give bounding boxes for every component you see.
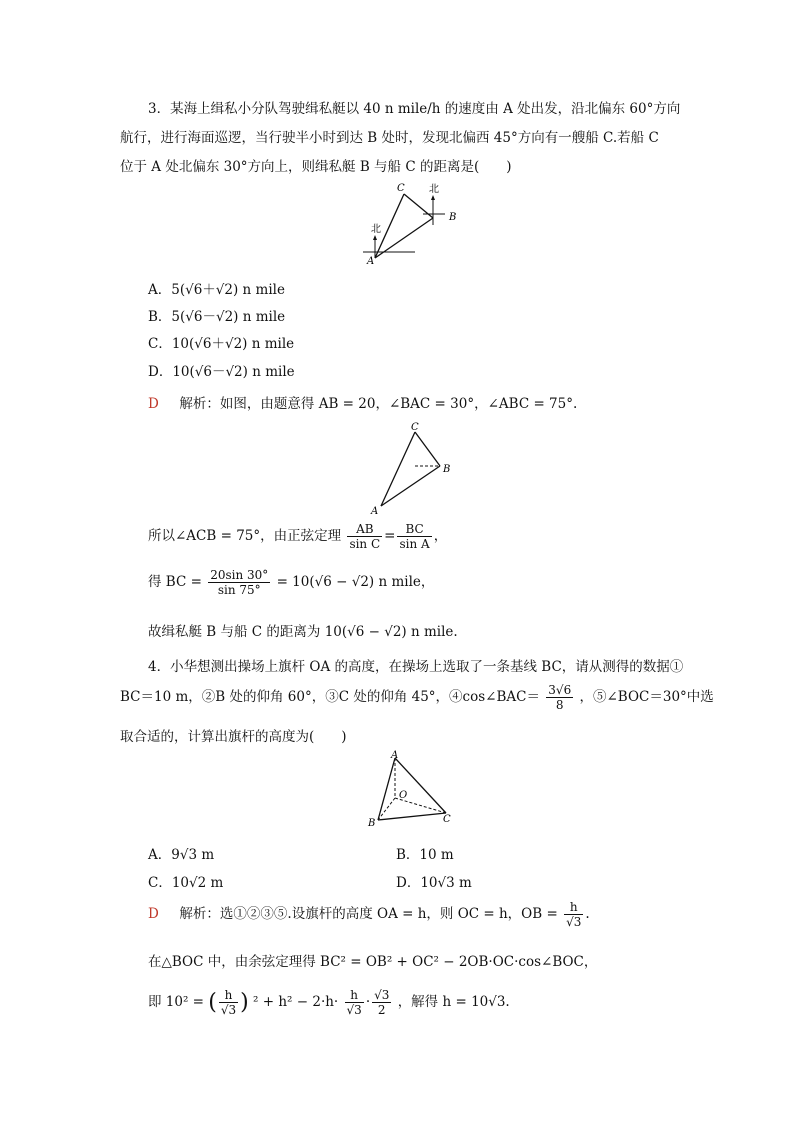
q4-analysis-1: D 解析：选①②③⑤.设旗杆的高度 OA = h，则 OC = h，OB = $\frac{h}{√3}$ . [148, 900, 590, 929]
q4-frac-b: $\frac{h}{√3}$ [346, 988, 362, 1017]
q4-line-2-pre: BC＝10 m，②B 处的仰角 60°，③C 处的仰角 45°，④cos∠BAC＝ [120, 689, 540, 705]
q4-line-2 [120, 683, 714, 712]
q4-frac-a: $\frac{h}{√3}$ [220, 988, 237, 1017]
q3-north-label-b: 北 [429, 184, 439, 195]
q3-analysis-2-text: 所以∠ACB = 75°，由正弦定理 [148, 528, 342, 544]
q3-option-d: D．10(√6－√2) n mile [148, 364, 295, 380]
q4-analysis-2: 在△BOC 中，由余弦定理得 BC² = OB² + OC² − 2OB·OC·cos∠BOC， [148, 954, 598, 970]
q3-analysis-3 [148, 568, 434, 597]
q3-frac-sin: $\frac{20\sin 30^\circ}{\sin 75^\circ}$ [210, 568, 269, 597]
q3-option-c: C．10(√6＋√2) n mile [148, 336, 295, 352]
q4-line-3: 取合适的，计算出旗杆的高度为( ) [120, 729, 347, 745]
q4-frac-cos: $\frac{3√6}{8}$ [548, 683, 572, 712]
q3-analysis-3-post: = 10(√6 − √2) n mile， [276, 574, 435, 590]
q4-option-b: B．10 m [396, 847, 454, 863]
q4-analysis-3: 即 10² = ( $\frac{h}{√3}$ ) ² + h² − 2·h· $\frac{h}{√3}$ · $\frac{√3}{2}$ ，解得 h = 10√3. [148, 988, 510, 1017]
q3-diagram-2 [365, 420, 465, 518]
q3-line-3: 位于 A 处北偏东 30°方向上，则缉私艇 B 与船 C 的距离是( ) [120, 159, 512, 175]
q3d2-label-a: A [371, 506, 379, 517]
q4-label-b: B [368, 818, 376, 829]
q4-frac-ob: $\frac{h}{√3}$ [566, 900, 582, 929]
q3-answer-letter: D [148, 396, 159, 412]
q3-frac-ab: $\frac{AB}{\text{sin C}}$ [349, 522, 381, 551]
q3-frac-bc: $\frac{BC}{\text{sin A}}$ [399, 522, 430, 551]
q3-option-a: A．5(√6＋√2) n mile [148, 282, 285, 298]
q3-analysis-text: 解析：如图，由题意得 AB = 20，∠BAC = 30°，∠ABC = 75°. [179, 396, 578, 412]
q3-label-a: A [367, 256, 375, 267]
q4-label-c: C [443, 814, 451, 825]
q3-label-b: B [449, 212, 457, 223]
q4-label-o: O [399, 790, 408, 801]
q4-label-a: A [391, 750, 399, 761]
q4-analysis-3-post: ，解得 h = 10√3. [397, 994, 510, 1010]
q4-line-1: 4．小华想测出操场上旗杆 OA 的高度，在操场上选取了一条基线 BC，请从测得的数据① [148, 659, 684, 675]
q4-option-d: D．10√3 m [396, 875, 472, 891]
q3-diagram [355, 180, 465, 270]
q3-analysis-2: 所以∠ACB = 75°，由正弦定理 $\frac{AB}{\text{sin C}}$ = $\frac{BC}{\text{sin A}}$ ， [148, 522, 448, 551]
q3-line-1: 3．某海上缉私小分队驾驶缉私艇以 40 n mile/h 的速度由 A 处出发，沿北偏东 60°方向 [148, 101, 681, 117]
q3-option-b: B．5(√6－√2) n mile [148, 309, 286, 325]
q4-analysis-3-pre: 即 10² = [148, 994, 204, 1010]
q4-analysis-3-mid: ² + h² − 2·h· [253, 994, 339, 1010]
q4-frac-c: $\frac{√3}{2}$ [374, 988, 390, 1017]
q4-line-2-post: ，⑤∠BOC＝30°中选 [579, 689, 714, 705]
q3-analysis-4: 故缉私艇 B 与船 C 的距离为 10(√6 − √2) n mile. [148, 624, 458, 640]
q3d2-label-c: C [411, 422, 419, 433]
q4-analysis-1-text: 解析：选①②③⑤.设旗杆的高度 OA = h，则 OC = h，OB = [179, 906, 558, 922]
q3-north-label-a: 北 [371, 224, 381, 235]
q4-option-a: A．9√3 m [148, 847, 215, 863]
q4-answer-letter: D [148, 906, 159, 922]
q3-line-2: 航行，进行海面巡逻，当行驶半小时到达 B 处时，发现北偏西 45°方向有一艘船 C.若船 C [120, 130, 659, 146]
q3-analysis-1 [148, 392, 577, 412]
q4-diagram [362, 748, 462, 832]
q3-analysis-3-pre: 得 BC = [148, 574, 202, 590]
q3d2-label-b: B [443, 464, 451, 475]
q4-option-c: C．10√2 m [148, 875, 224, 891]
q3-label-c: C [397, 183, 405, 194]
